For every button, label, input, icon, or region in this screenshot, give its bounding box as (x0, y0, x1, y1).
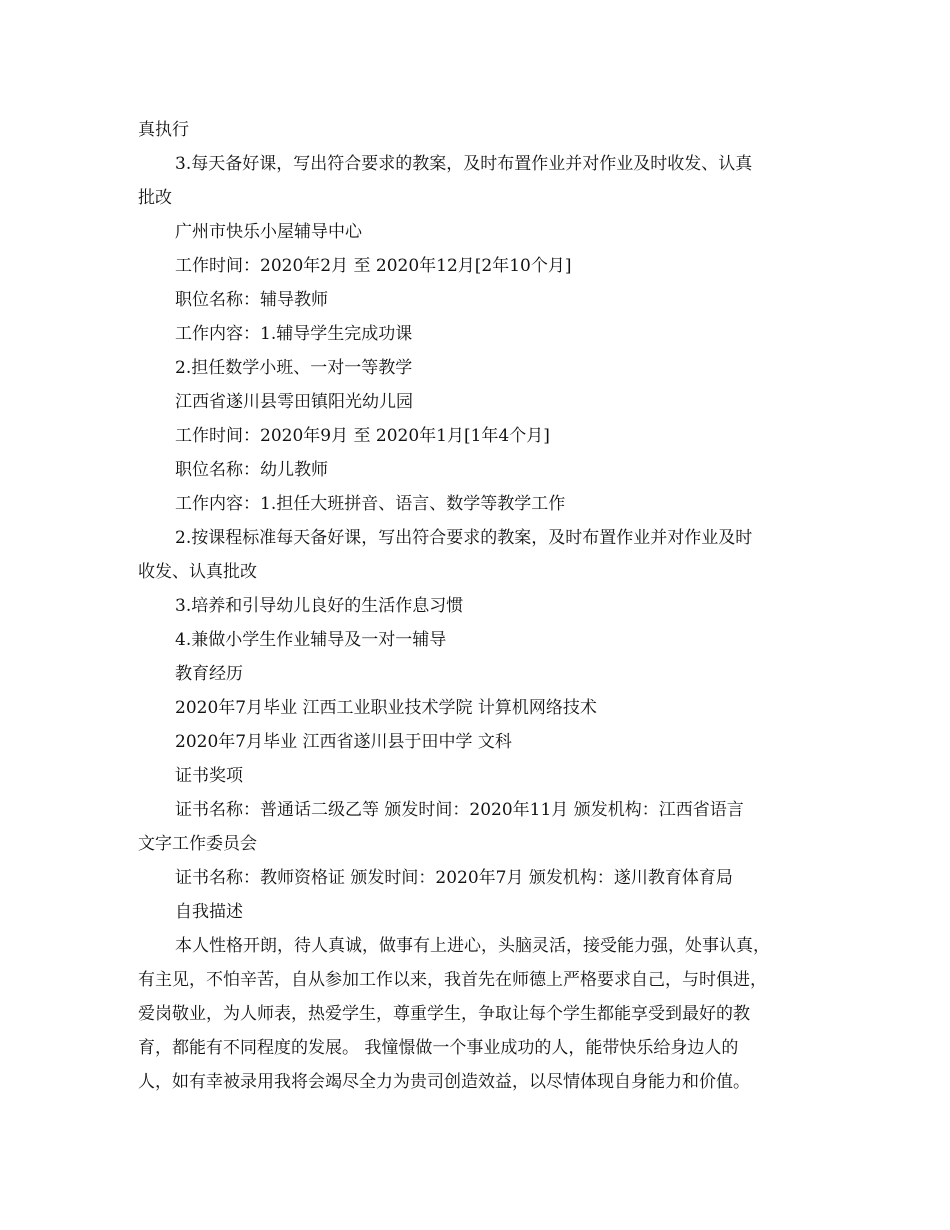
text-line: 3.每天备好课，写出符合要求的教案，及时布置作业并对作业及时收发、认真 (175, 154, 753, 174)
text-line: 批改 (138, 188, 172, 208)
job-duty: 收发、认真批改 (138, 562, 257, 582)
self-description-line: 爱岗敬业，为人师表，热爱学生，尊重学生，争取让每个学生都能享受到最好的教 (138, 1004, 750, 1024)
job-duty: 3.培养和引导幼儿良好的生活作息习惯 (175, 596, 464, 616)
education-entry: 2020年7月毕业 江西工业职业技术学院 计算机网络技术 (175, 698, 597, 718)
section-heading-certificates: 证书奖项 (175, 766, 243, 786)
text-line: 真执行 (138, 120, 189, 140)
education-entry: 2020年7月毕业 江西省遂川县于田中学 文科 (175, 732, 512, 752)
work-period: 工作时间：2020年2月 至 2020年12月[2年10个月] (175, 256, 572, 276)
job-duty: 工作内容：1.辅导学生完成功课 (175, 324, 413, 344)
section-heading-education: 教育经历 (175, 664, 243, 684)
certificate-entry: 证书名称：教师资格证 颁发时间：2020年7月 颁发机构：遂川教育体育局 (175, 868, 733, 888)
certificate-entry: 证书名称：普通话二级乙等 颁发时间：2020年11月 颁发机构：江西省语言 (175, 800, 744, 820)
self-description-line: 有主见，不怕辛苦，自从参加工作以来，我首先在师德上严格要求自己，与时俱进， (138, 970, 767, 990)
section-heading-self-description: 自我描述 (175, 902, 243, 922)
work-period: 工作时间：2020年9月 至 2020年1月[1年4个月] (175, 426, 550, 446)
job-title: 职位名称：辅导教师 (175, 290, 328, 310)
job-title: 职位名称：幼儿教师 (175, 460, 328, 480)
job-duty: 2.按课程标准每天备好课，写出符合要求的教案，及时布置作业并对作业及时 (175, 528, 753, 548)
document-body (138, 113, 816, 1099)
self-description-line: 本人性格开朗，待人真诚，做事有上进心，头脑灵活，接受能力强，处事认真， (175, 936, 770, 956)
certificate-entry: 文字工作委员会 (138, 834, 257, 854)
job-duty: 2.担任数学小班、一对一等教学 (175, 358, 413, 378)
job-duty: 工作内容：1.担任大班拼音、语言、数学等教学工作 (175, 494, 566, 514)
employer-name: 广州市快乐小屋辅导中心 (175, 222, 362, 242)
self-description-line: 人，如有幸被录用我将会竭尽全力为贵司创造效益，以尽情体现自身能力和价值。 (138, 1072, 750, 1092)
job-duty: 4.兼做小学生作业辅导及一对一辅导 (175, 630, 447, 650)
employer-name: 江西省遂川县雩田镇阳光幼儿园 (175, 392, 413, 412)
self-description-line: 育，都能有不同程度的发展。 我憧憬做一个事业成功的人，能带快乐给身边人的 (138, 1038, 739, 1058)
